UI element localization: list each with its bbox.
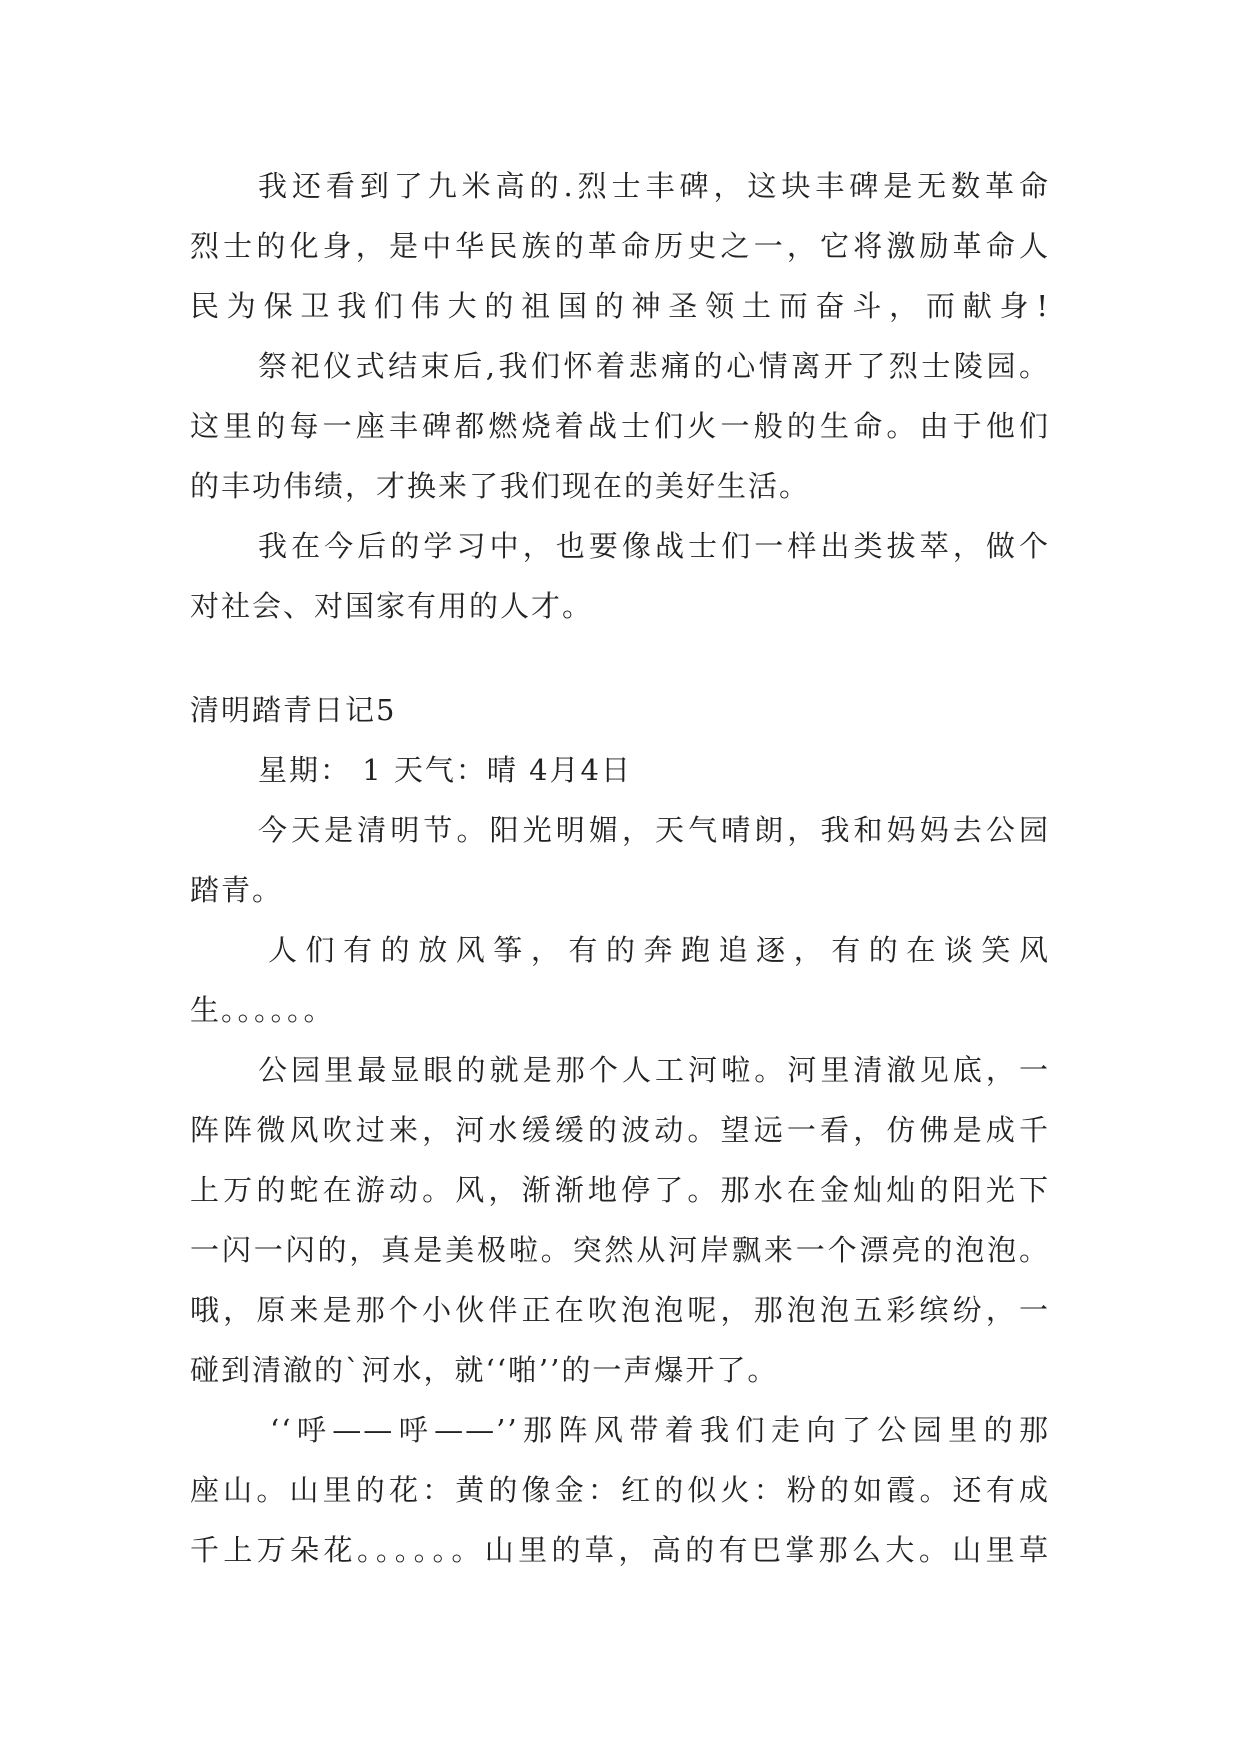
paragraph-line: 这里的每一座丰碑都燃烧着战士们火一般的生命。由于他们 bbox=[190, 409, 1050, 443]
section-heading: 清明踏青日记5 bbox=[190, 693, 397, 727]
paragraph-line: 对社会、对国家有用的人才。 bbox=[190, 589, 594, 623]
paragraph-line: ‘‘呼——呼——’’那阵风带着我们走向了公园里的那 bbox=[270, 1413, 1050, 1447]
paragraph-line: 我还看到了九米高的.烈士丰碑，这块丰碑是无数革命 bbox=[258, 169, 1050, 203]
paragraph-line: 民为保卫我们伟大的祖国的神圣领土而奋斗，而献身! bbox=[190, 289, 1050, 323]
paragraph-line: 一闪一闪的，真是美极啦。突然从河岸飘来一个漂亮的泡泡。 bbox=[190, 1233, 1050, 1267]
paragraph-line: 座山。山里的花：黄的像金：红的似火：粉的如霞。还有成 bbox=[190, 1473, 1050, 1507]
paragraph-line: 生。。。。。。 bbox=[190, 993, 335, 1027]
paragraph-line: 祭祀仪式结束后,我们怀着悲痛的心情离开了烈士陵园。 bbox=[258, 349, 1050, 383]
paragraph-line: 上万的蛇在游动。风，渐渐地停了。那水在金灿灿的阳光下 bbox=[190, 1173, 1050, 1207]
paragraph-line: 踏青。 bbox=[190, 873, 284, 907]
date-weather-line: 星期： 1 天气：晴 4月4日 bbox=[258, 753, 633, 787]
paragraph-line: 碰到清澈的`河水，就‘‘啪’’的一声爆开了。 bbox=[190, 1353, 779, 1387]
paragraph-line: 公园里最显眼的就是那个人工河啦。河里清澈见底，一 bbox=[258, 1053, 1050, 1087]
paragraph-line: 人们有的放风筝，有的奔跑追逐，有的在谈笑风 bbox=[268, 933, 1050, 967]
paragraph-line: 烈士的化身，是中华民族的革命历史之一，它将激励革命人 bbox=[190, 229, 1050, 263]
paragraph-line: 阵阵微风吹过来，河水缓缓的波动。望远一看，仿佛是成千 bbox=[190, 1113, 1050, 1147]
paragraph-line: 千上万朵花。。。。。。山里的草，高的有巴掌那么大。山里草 bbox=[190, 1533, 1050, 1567]
paragraph-line: 今天是清明节。阳光明媚，天气晴朗，我和妈妈去公园 bbox=[258, 813, 1050, 847]
paragraph-line: 的丰功伟绩，才换来了我们现在的美好生活。 bbox=[190, 469, 811, 503]
paragraph-line: 我在今后的学习中，也要像战士们一样出类拔萃，做个 bbox=[258, 529, 1050, 563]
paragraph-line: 哦，原来是那个小伙伴正在吹泡泡呢，那泡泡五彩缤纷，一 bbox=[190, 1293, 1050, 1327]
